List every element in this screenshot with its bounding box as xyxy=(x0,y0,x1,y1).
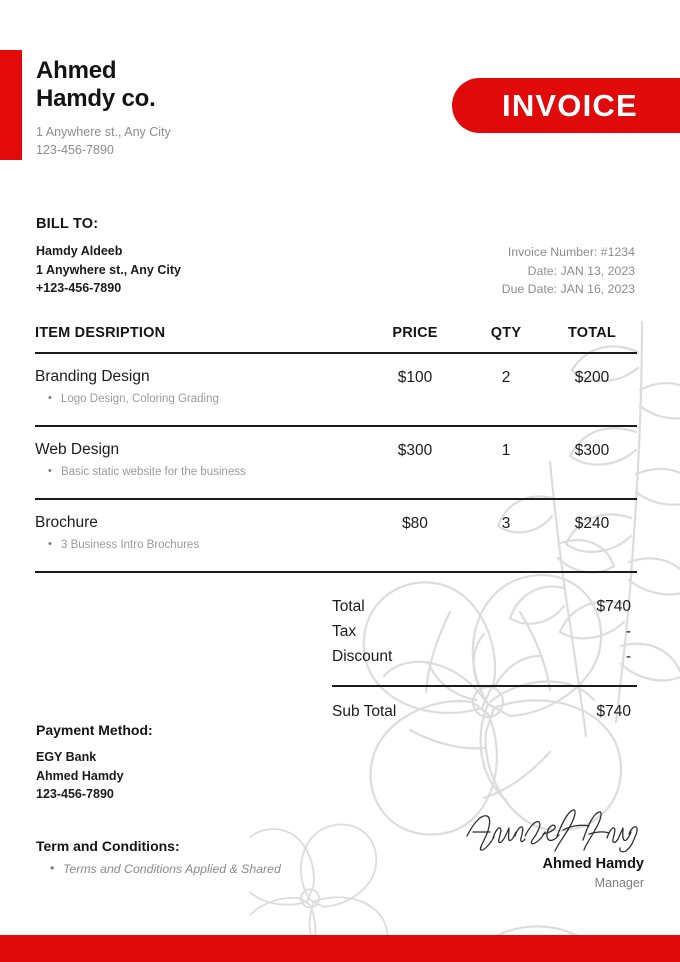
company-contact xyxy=(36,123,366,161)
totals-row-discount xyxy=(332,644,637,669)
table-bottom-rule xyxy=(35,571,637,573)
bill-to-block xyxy=(36,216,336,298)
item-name: Web Design xyxy=(35,440,120,458)
item-subdescription: • 3 Business Intro Brochures xyxy=(48,538,365,553)
invoice-badge-label: INVOICE xyxy=(502,87,638,123)
table-row xyxy=(35,354,637,425)
payment-account-name: Ahmed Hamdy xyxy=(36,768,124,783)
total-label: Total xyxy=(332,598,365,615)
totals-divider xyxy=(332,685,637,687)
tax-value: - xyxy=(625,623,631,641)
company-address: 1 Anywhere st., Any City xyxy=(36,124,171,139)
totals-row-subtotal xyxy=(332,699,637,724)
payment-bank: EGY Bank xyxy=(36,750,97,764)
item-subdescription: • Logo Design, Coloring Grading xyxy=(48,392,365,407)
tax-label: Tax xyxy=(332,623,357,641)
terms-item: • Terms and Conditions Applied & Shared xyxy=(50,862,366,876)
item-price: $300 xyxy=(397,441,433,459)
invoice-due-date: Due Date: JAN 16, 2023 xyxy=(501,282,635,297)
discount-value: - xyxy=(625,648,631,666)
line-items-table xyxy=(35,325,637,573)
invoice-number: Invoice Number: #1234 xyxy=(507,245,635,259)
terms-block xyxy=(36,838,366,876)
item-price: $80 xyxy=(402,514,428,532)
signature-block xyxy=(424,806,644,890)
bill-to-title: BILL TO: xyxy=(36,216,99,232)
table-row xyxy=(35,500,637,571)
bill-to-address: 1 Anywhere st., Any City xyxy=(36,262,181,277)
item-subdescription: • Basic static website for the business xyxy=(48,465,365,480)
item-description-cell xyxy=(35,514,365,553)
signature-mark-icon xyxy=(424,806,644,852)
item-qty: 2 xyxy=(501,369,511,386)
company-phone: 123-456-7890 xyxy=(36,143,114,158)
item-qty: 3 xyxy=(501,514,511,532)
item-qty: 1 xyxy=(501,441,511,459)
company-name xyxy=(36,57,366,114)
item-name: Brochure xyxy=(35,513,98,531)
discount-label: Discount xyxy=(332,648,393,666)
item-name: Branding Design xyxy=(35,368,150,385)
item-price: $100 xyxy=(397,369,433,386)
table-header-row xyxy=(35,325,637,352)
column-header-price: PRICE xyxy=(392,325,438,341)
bill-to-details xyxy=(36,242,336,298)
payment-method-details xyxy=(36,748,336,804)
total-value: $740 xyxy=(596,598,631,615)
item-description-cell xyxy=(35,441,365,480)
invoice-badge xyxy=(452,78,680,133)
subtotal-label: Sub Total xyxy=(332,703,397,721)
invoice-meta-block xyxy=(502,243,635,299)
company-block xyxy=(36,57,366,160)
signature-role: Manager xyxy=(594,876,644,890)
company-name-line2: Hamdy co. xyxy=(36,85,156,113)
bill-to-name: Hamdy Aldeeb xyxy=(36,244,123,258)
bottom-red-bar xyxy=(0,935,680,962)
column-header-total: TOTAL xyxy=(568,325,616,341)
payment-account-number: 123-456-7890 xyxy=(36,787,114,801)
company-name-line1: Ahmed xyxy=(36,57,117,84)
totals-block xyxy=(332,594,637,724)
bill-to-phone: +123-456-7890 xyxy=(36,281,122,295)
left-red-accent-bar xyxy=(0,50,22,160)
payment-method-title: Payment Method: xyxy=(36,722,153,738)
item-total: $300 xyxy=(574,441,610,459)
payment-method-block xyxy=(36,722,336,804)
terms-title: Term and Conditions: xyxy=(36,838,180,854)
item-total: $240 xyxy=(574,514,610,532)
signature-name: Ahmed Hamdy xyxy=(542,856,644,872)
column-header-description: ITEM DESRIPTION xyxy=(35,325,166,341)
totals-row-tax xyxy=(332,619,637,644)
column-header-qty: QTY xyxy=(490,325,522,341)
item-total: $200 xyxy=(574,369,610,386)
subtotal-value: $740 xyxy=(596,703,631,721)
invoice-date: Date: JAN 13, 2023 xyxy=(527,263,635,278)
totals-row-total xyxy=(332,594,637,619)
item-description-cell xyxy=(35,368,365,407)
table-row xyxy=(35,427,637,498)
